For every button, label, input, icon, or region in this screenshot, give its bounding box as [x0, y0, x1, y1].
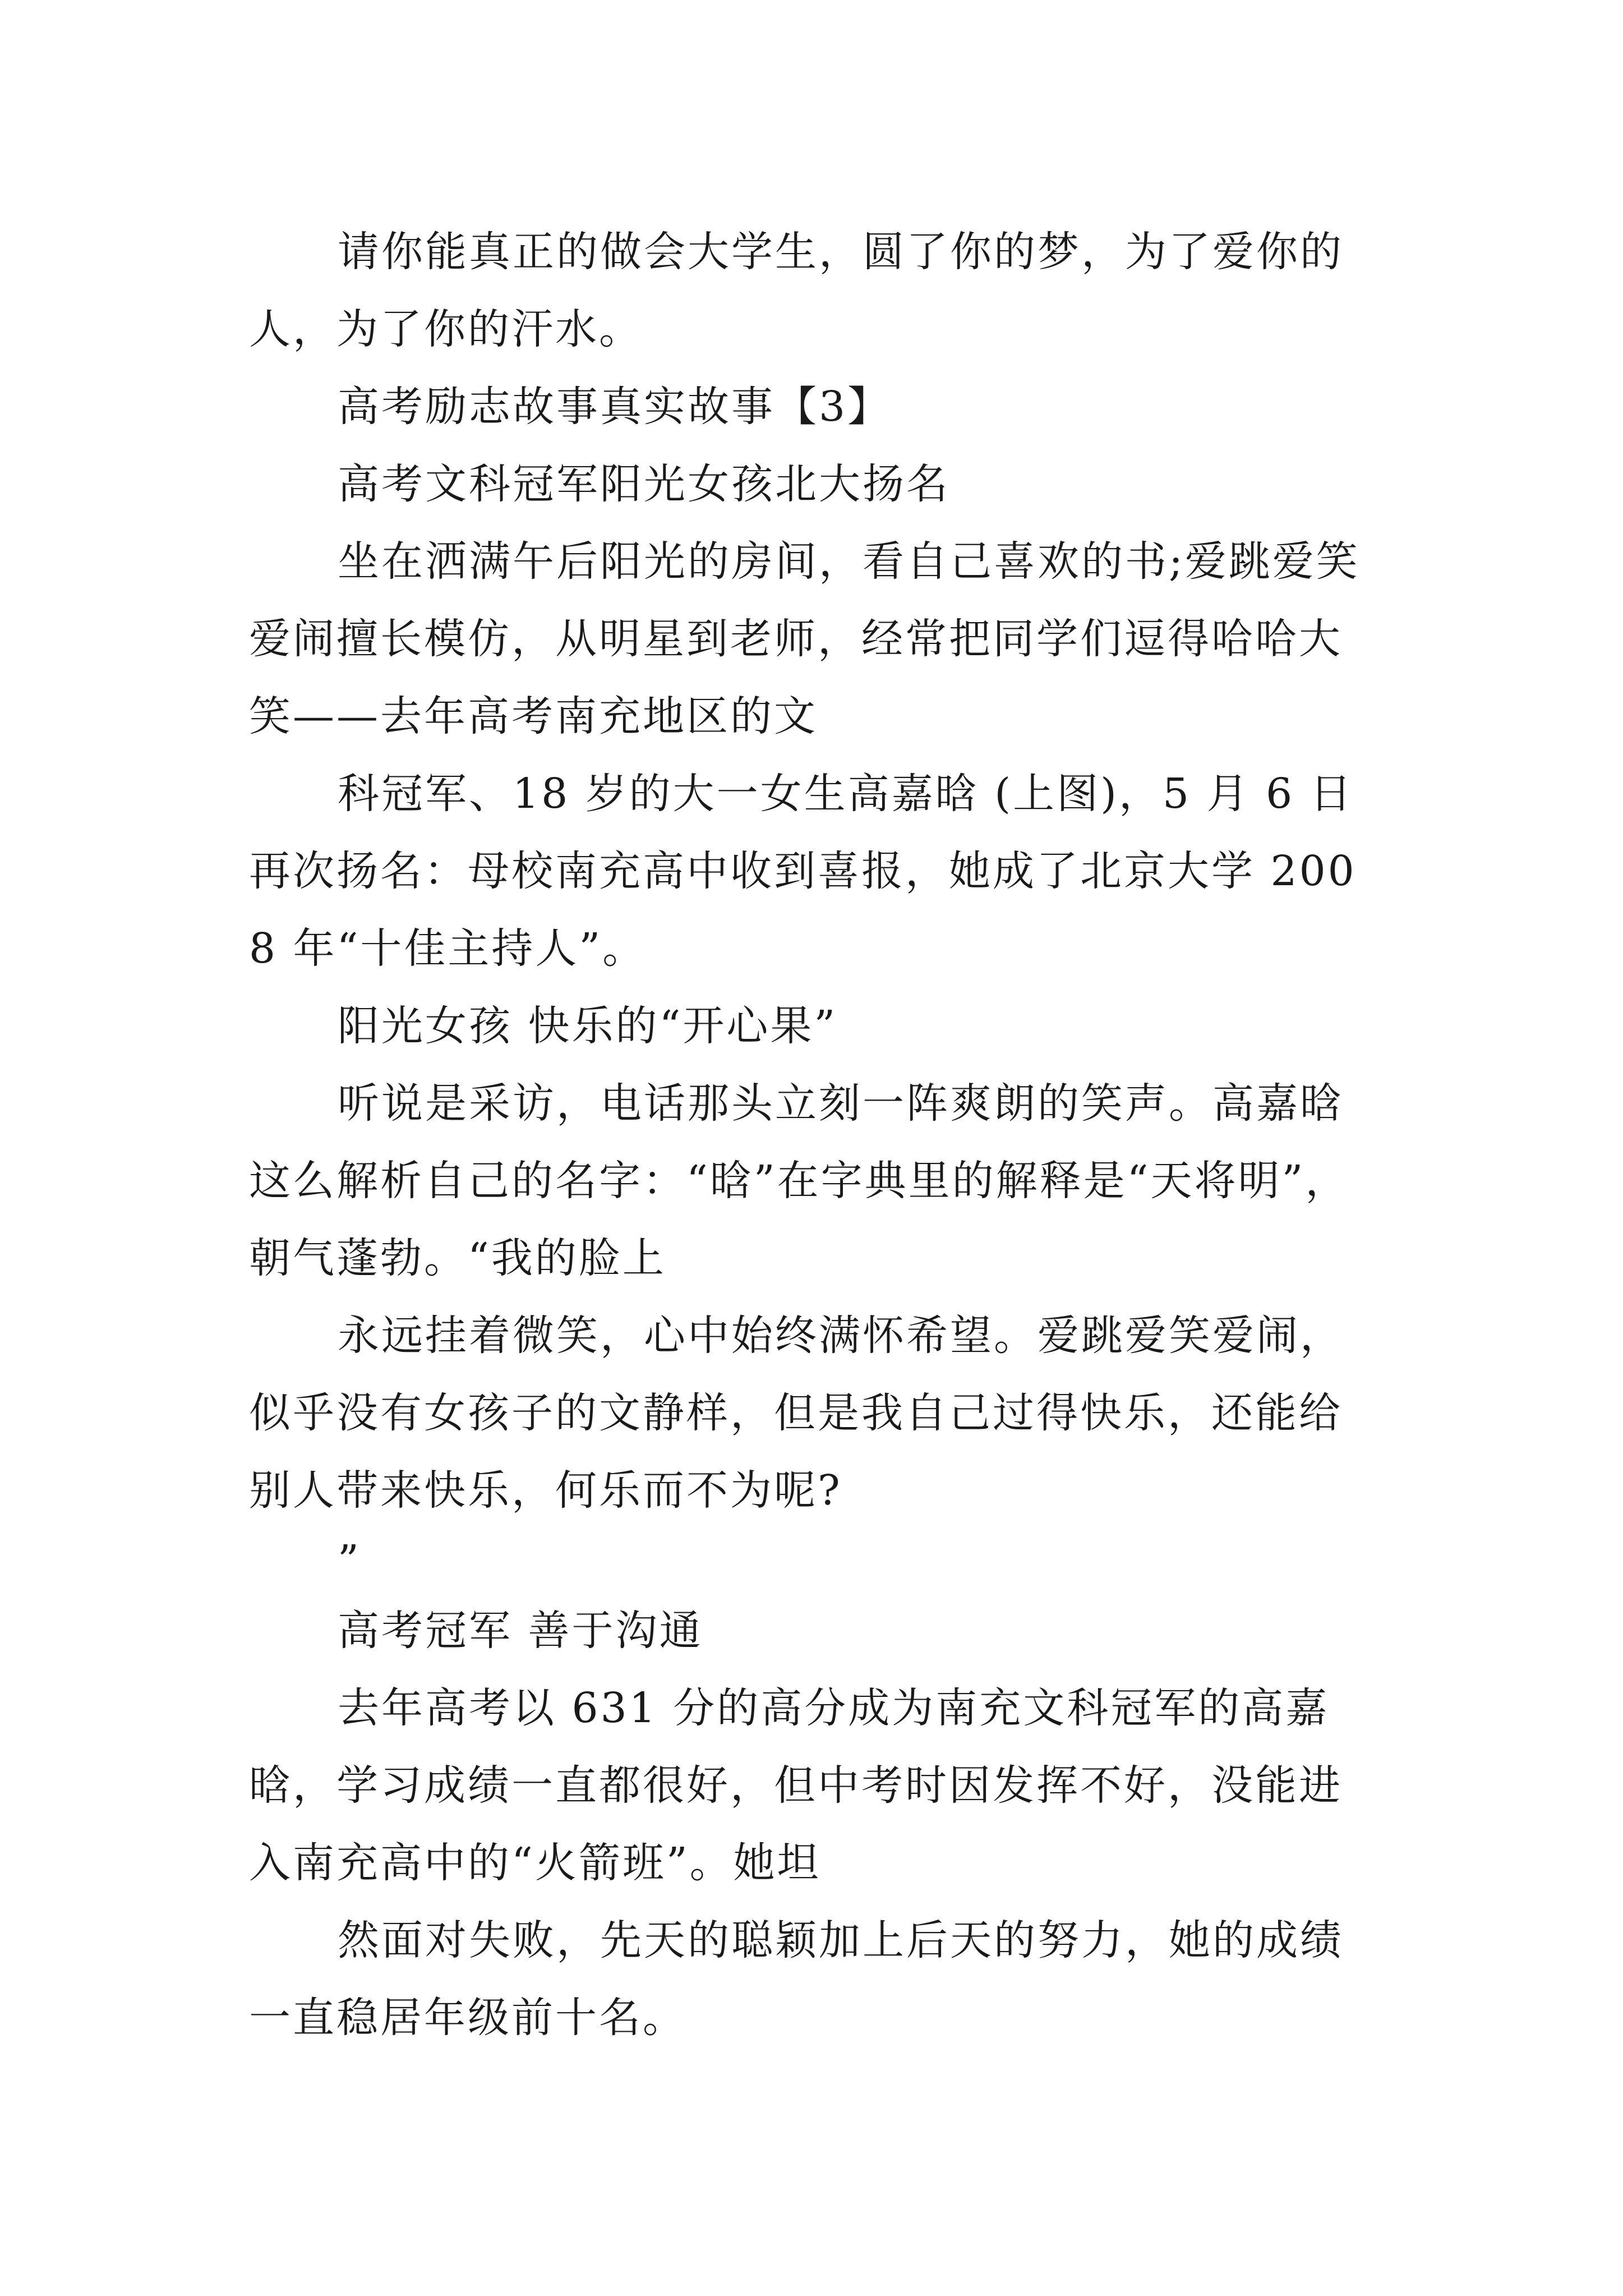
paragraph-exam-score: 去年高考以 631 分的高分成为南充文科冠军的高嘉晗，学习成绩一直都很好，但中考时因发挥不好，没能进入南充高中的“火箭班”。她坦: [249, 1684, 1343, 1887]
paragraph-champion: 科冠军、18 岁的大一女生高嘉晗 (上图)，5 月 6 日再次扬名：母校南充高中收到喜报，她成了北京大学 2008 年“十佳主持人”。: [249, 770, 1357, 973]
paragraph-intro: 坐在洒满午后阳光的房间，看自己喜欢的书;爱跳爱笑爱闹擅长模仿，从明星到老师，经常把同学们逗得哈哈大笑——去年高考南充地区的文: [249, 537, 1360, 740]
paragraph-facing-failure: 然面对失败，先天的聪颖加上后天的努力，她的成绩一直稳居年级前十名。: [249, 1916, 1344, 2042]
section-heading-story-3: 高考励志故事真实故事【3】: [338, 383, 892, 431]
document-body: [249, 213, 1374, 2056]
closing-quote-mark: ”: [338, 1536, 359, 1585]
article-title: 高考文科冠军阳光女孩北大扬名: [338, 460, 950, 508]
paragraph-interview: 听说是采访，电话那头立刻一阵爽朗的笑声。高嘉晗这么解析自己的名字：“晗”在字典里的解释是“天将明”，朝气蓬勃。“我的脸上: [249, 1079, 1349, 1282]
subheading-sunny-girl: 阳光女孩 快乐的“开心果”: [338, 1002, 838, 1050]
paragraph-smile: 永远挂着微笑，心中始终满怀希望。爱跳爱笑爱闹，似乎没有女孩子的文静样，但是我自己过得快乐，还能给别人带来快乐，何乐而不为呢?: [249, 1312, 1344, 1515]
subheading-exam-champion: 高考冠军 善于沟通: [338, 1607, 703, 1655]
paragraph-closing-wish: 请你能真正的做会大学生，圆了你的梦，为了爱你的人，为了你的汗水。: [249, 228, 1344, 353]
